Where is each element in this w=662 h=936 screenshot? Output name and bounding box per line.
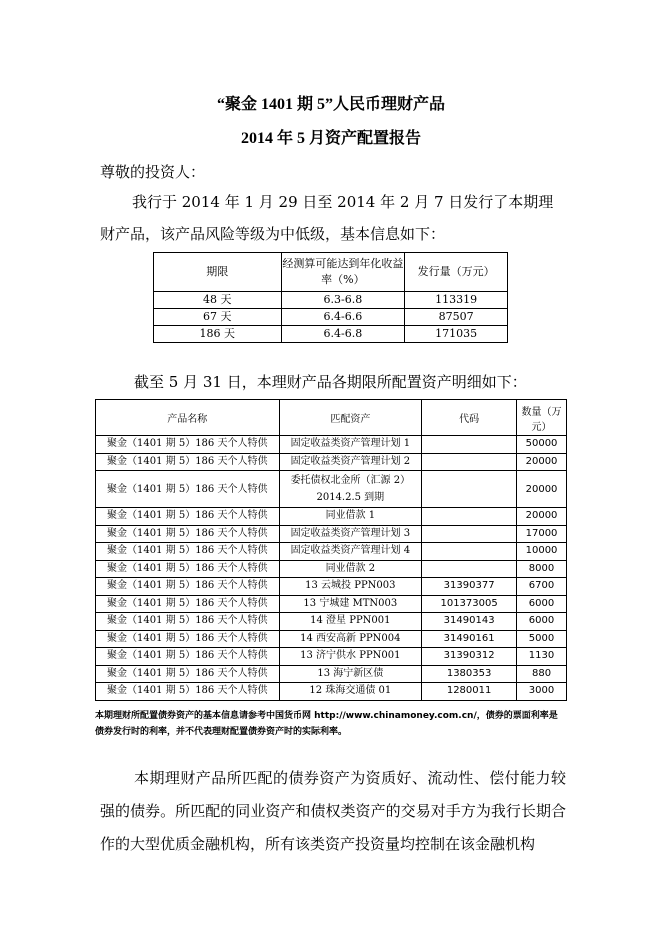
- table-row: [96, 453, 567, 471]
- cell-product-name: 聚金（1401 期 5）186 天个人特供: [96, 613, 280, 631]
- cell-code: 101373005: [422, 595, 517, 613]
- cell-yield: 6.4-6.6: [281, 309, 405, 326]
- cell-amount: 3000: [517, 683, 567, 701]
- cell-matched-asset: 固定收益类资产管理计划 2: [279, 453, 422, 471]
- cell-code: 1280011: [422, 683, 517, 701]
- cell-issue-size: 113319: [405, 292, 508, 309]
- cell-product-name: 聚金（1401 期 5）186 天个人特供: [96, 630, 280, 648]
- greeting: 尊敬的投资人：: [100, 163, 206, 181]
- closing-paragraph: 本期理财产品所匹配的债券资产为资质好、流动性、偿付能力较强的债券。所匹配的同业资产和债权类资产的交易对手方为我行长期合作的大型优质金融机构，所有该类资产投资量均控制在该金融机构: [100, 769, 566, 853]
- table-row: [96, 508, 567, 526]
- cell-product-name: 聚金（1401 期 5）186 天个人特供: [96, 508, 280, 526]
- cell-matched-asset: 固定收益类资产管理计划 3: [279, 525, 422, 543]
- table-row: [96, 665, 567, 683]
- table-row: [96, 560, 567, 578]
- cell-term: 67 天: [154, 309, 282, 326]
- cell-amount: 10000: [517, 543, 567, 561]
- cell-code: 1380353: [422, 665, 517, 683]
- cell-term: 48 天: [154, 292, 282, 309]
- cell-product-name: 聚金（1401 期 5）186 天个人特供: [96, 436, 280, 454]
- cell-matched-asset: 14 西安高新 PPN004: [279, 630, 422, 648]
- header-issue-size: 发行量（万元）: [405, 253, 508, 292]
- cell-code: 31390377: [422, 578, 517, 596]
- header-product-name: 产品名称: [96, 400, 280, 436]
- table-row: [96, 436, 567, 454]
- cell-matched-asset: 固定收益类资产管理计划 4: [279, 543, 422, 561]
- cell-product-name: 聚金（1401 期 5）186 天个人特供: [96, 453, 280, 471]
- cell-code: 31390312: [422, 648, 517, 666]
- footnote: 本期理财所配置债券资产的基本信息请参考中国货币网 http://www.chinamoney.com.cn/，债券的票面利率是债券发行时的利率，并不代表理财配置债券资产时的实际利率。: [95, 711, 558, 737]
- cell-product-name: 聚金（1401 期 5）186 天个人特供: [96, 665, 280, 683]
- table-row: [96, 578, 567, 596]
- cell-amount: 6700: [517, 578, 567, 596]
- cell-yield: 6.4-6.8: [281, 326, 405, 343]
- header-yield: 经测算可能达到年化收益率（%）: [281, 253, 405, 292]
- cell-matched-asset: 同业借款 2: [279, 560, 422, 578]
- table-row: [96, 630, 567, 648]
- cell-matched-asset: 固定收益类资产管理计划 1: [279, 436, 422, 454]
- cell-code: [422, 471, 517, 508]
- asset-table-header-row: [96, 400, 567, 436]
- cell-matched-asset: 委托债权北金所（汇源 2）2014.2.5 到期: [279, 471, 422, 508]
- cell-amount: 6000: [517, 613, 567, 631]
- cell-issue-size: 87507: [405, 309, 508, 326]
- cell-matched-asset: 13 宁城建 MTN003: [279, 595, 422, 613]
- cell-amount: 17000: [517, 525, 567, 543]
- cell-matched-asset: 13 济宁供水 PPN001: [279, 648, 422, 666]
- cell-amount: 6000: [517, 595, 567, 613]
- cell-code: 31490161: [422, 630, 517, 648]
- cell-matched-asset: 14 澄星 PPN001: [279, 613, 422, 631]
- table-row: [96, 471, 567, 508]
- cell-product-name: 聚金（1401 期 5）186 天个人特供: [96, 595, 280, 613]
- cell-amount: 20000: [517, 508, 567, 526]
- cell-issue-size: 171035: [405, 326, 508, 343]
- report-title: “聚金 1401 期 5”人民币理财产品: [216, 96, 445, 113]
- cell-amount: 20000: [517, 471, 567, 508]
- header-matched-asset: 匹配资产: [279, 400, 422, 436]
- cell-code: [422, 543, 517, 561]
- header-term: 期限: [154, 253, 282, 292]
- cell-matched-asset: 12 珠海交通债 01: [279, 683, 422, 701]
- cell-code: 31490143: [422, 613, 517, 631]
- cell-yield: 6.3-6.8: [281, 292, 405, 309]
- cell-product-name: 聚金（1401 期 5）186 天个人特供: [96, 578, 280, 596]
- table-row: [96, 683, 567, 701]
- cell-term: 186 天: [154, 326, 282, 343]
- cell-amount: 50000: [517, 436, 567, 454]
- report-subtitle: 2014 年 5 月资产配置报告: [240, 130, 421, 147]
- cell-amount: 8000: [517, 560, 567, 578]
- asset-allocation-table: [95, 399, 567, 701]
- cell-product-name: 聚金（1401 期 5）186 天个人特供: [96, 560, 280, 578]
- table-row: [154, 326, 508, 343]
- cell-code: [422, 436, 517, 454]
- table-row: [96, 613, 567, 631]
- cell-matched-asset: 同业借款 1: [279, 508, 422, 526]
- table-row: [96, 543, 567, 561]
- cell-amount: 20000: [517, 453, 567, 471]
- cell-product-name: 聚金（1401 期 5）186 天个人特供: [96, 471, 280, 508]
- basic-info-table: [153, 252, 508, 343]
- cell-product-name: 聚金（1401 期 5）186 天个人特供: [96, 683, 280, 701]
- cell-product-name: 聚金（1401 期 5）186 天个人特供: [96, 525, 280, 543]
- table-row: [96, 648, 567, 666]
- table-row: [96, 525, 567, 543]
- table-row: [154, 292, 508, 309]
- cell-product-name: 聚金（1401 期 5）186 天个人特供: [96, 648, 280, 666]
- asset-table-body: [96, 436, 567, 701]
- header-amount: 数量（万元）: [517, 400, 567, 436]
- cell-product-name: 聚金（1401 期 5）186 天个人特供: [96, 543, 280, 561]
- intro-paragraph: 我行于 2014 年 1 月 29 日至 2014 年 2 月 7 日发行了本期理财产品，该产品风险等级为中低级，基本信息如下：: [100, 193, 554, 243]
- table-row: [154, 309, 508, 326]
- cell-amount: 1130: [517, 648, 567, 666]
- cell-matched-asset: 13 海宁新区债: [279, 665, 422, 683]
- cell-amount: 5000: [517, 630, 567, 648]
- cell-code: [422, 453, 517, 471]
- cell-matched-asset: 13 云城投 PPN003: [279, 578, 422, 596]
- table-row: [96, 595, 567, 613]
- cell-code: [422, 525, 517, 543]
- header-code: 代码: [422, 400, 517, 436]
- basic-table-header-row: [154, 253, 508, 292]
- cell-amount: 880: [517, 665, 567, 683]
- cell-code: [422, 508, 517, 526]
- cell-code: [422, 560, 517, 578]
- detail-intro-paragraph: 截至 5 月 31 日，本理财产品各期限所配置资产明细如下：: [134, 373, 527, 391]
